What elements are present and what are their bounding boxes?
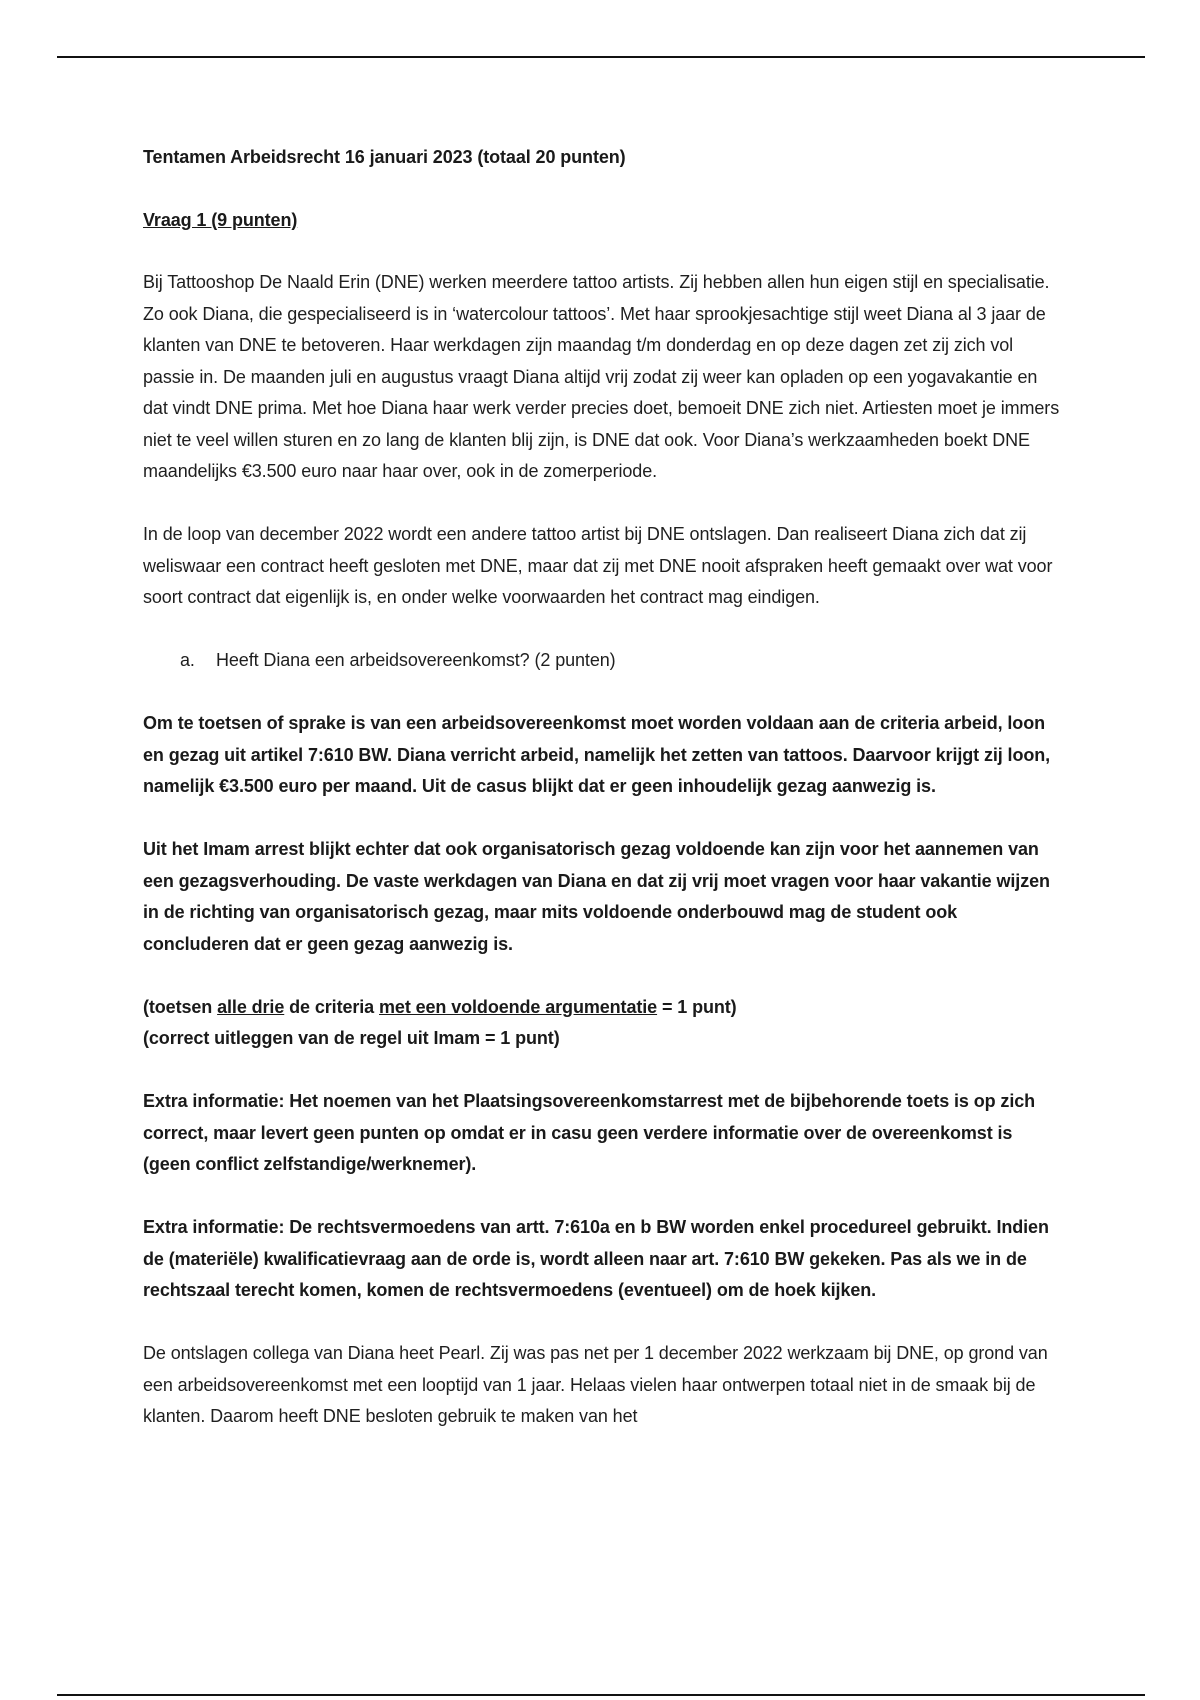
- case-paragraph-1: Bij Tattooshop De Naald Erin (DNE) werken meerdere tattoo artists. Zij hebben allen hun eigen stijl en specialisatie. Zo ook Diana, die gespecialiseerd is in ‘watercolour tattoos’. Met haar sprookjesachtige stijl weet Diana al 3 jaar de klanten van DNE te betoveren. Haar werkdagen zijn maandag t/m donderdag en op deze dagen zet zij zich vol passie in. De maanden juli en augustus vraagt Diana altijd vrij zodat zij weer kan opladen op een yogavakantie en dat vindt DNE prima. Met hoe Diana haar werk verder precies doet, bemoeit DNE zich niet. Artiesten moet je immers niet te veel willen sturen en zo lang de klanten blij zijn, is DNE dat ook. Voor Diana’s werkzaamheden boekt DNE maandelijks €3.500 euro naar haar over, ook in de zomerperiode.: [143, 272, 1060, 481]
- extra-info-1: Extra informatie: Het noemen van het Plaatsingsovereenkomstarrest met de bijbehorende toets is op zich correct, maar levert geen punten op omdat er in casu geen verdere informatie over de overeenkomst is (geen conflict zelfstandige/werknemer).: [143, 1091, 1036, 1174]
- case-paragraph-3: De ontslagen collega van Diana heet Pearl. Zij was pas net per 1 december 2022 werkzaam bij DNE, op grond van een arbeidsovereenkomst met een looptijd van 1 jaar. Helaas vielen haar ontwerpen totaal niet in de smaak bij de klanten. Daarom heeft DNE besloten gebruik te maken van het: [143, 1343, 1048, 1426]
- sub-question-marker: a.: [180, 650, 195, 670]
- answer-paragraph-1: Om te toetsen of sprake is van een arbeidsovereenkomst moet worden voldaan aan de criteria arbeid, loon en gezag uit artikel 7:610 BW. Diana verricht arbeid, namelijk het zetten van tattoos. Daarvoor krijgt zij loon, namelijk €3.500 euro per maand. Uit de casus blijkt dat er geen inhoudelijk gezag aanwezig is.: [143, 713, 1051, 796]
- scoring-line-2: (correct uitleggen van de regel uit Imam = 1 punt): [143, 1028, 560, 1048]
- footer-rule: [57, 1694, 1145, 1696]
- sub-question-a: [143, 645, 1063, 677]
- sub-question-text: Heeft Diana een arbeidsovereenkomst? (2 punten): [216, 650, 616, 670]
- scoring-text: = 1 punt): [657, 996, 737, 1017]
- case-paragraph-2: In de loop van december 2022 wordt een andere tattoo artist bij DNE ontslagen. Dan realiseert Diana zich dat zij weliswaar een contract heeft gesloten met DNE, maar dat zij met DNE nooit afspraken heeft gemaakt over wat voor soort contract dat eigenlijk is, en onder welke voorwaarden het contract mag eindigen.: [143, 524, 1053, 607]
- scoring-line-1: [143, 992, 1063, 1024]
- scoring-text: de criteria: [284, 996, 379, 1017]
- document-title: Tentamen Arbeidsrecht 16 januari 2023 (totaal 20 punten): [143, 147, 626, 167]
- extra-info-2: Extra informatie: De rechtsvermoedens van artt. 7:610a en b BW worden enkel procedureel gebruikt. Indien de (materiële) kwalificatievraag aan de orde is, wordt alleen naar art. 7:610 BW gekeken. Pas als we in de rechtszaal terecht komen, komen de rechtsvermoedens (eventueel) om de hoek kijken.: [143, 1217, 1049, 1300]
- document-body: [143, 142, 1063, 1433]
- header-rule: [57, 56, 1145, 58]
- scoring-emphasis: alle drie: [217, 996, 285, 1017]
- scoring-emphasis: met een voldoende argumentatie: [379, 996, 658, 1017]
- answer-paragraph-2: Uit het Imam arrest blijkt echter dat ook organisatorisch gezag voldoende kan zijn voor het aannemen van een gezagsverhouding. De vaste werkdagen van Diana en dat zij vrij moet vragen voor haar vakantie wijzen in de richting van organisatorisch gezag, maar mits voldoende onderbouwd mag de student ook concluderen dat er geen gezag aanwezig is.: [143, 839, 1050, 954]
- question-heading: Vraag 1 (9 punten): [143, 209, 298, 230]
- scoring-text: (toetsen: [143, 996, 218, 1017]
